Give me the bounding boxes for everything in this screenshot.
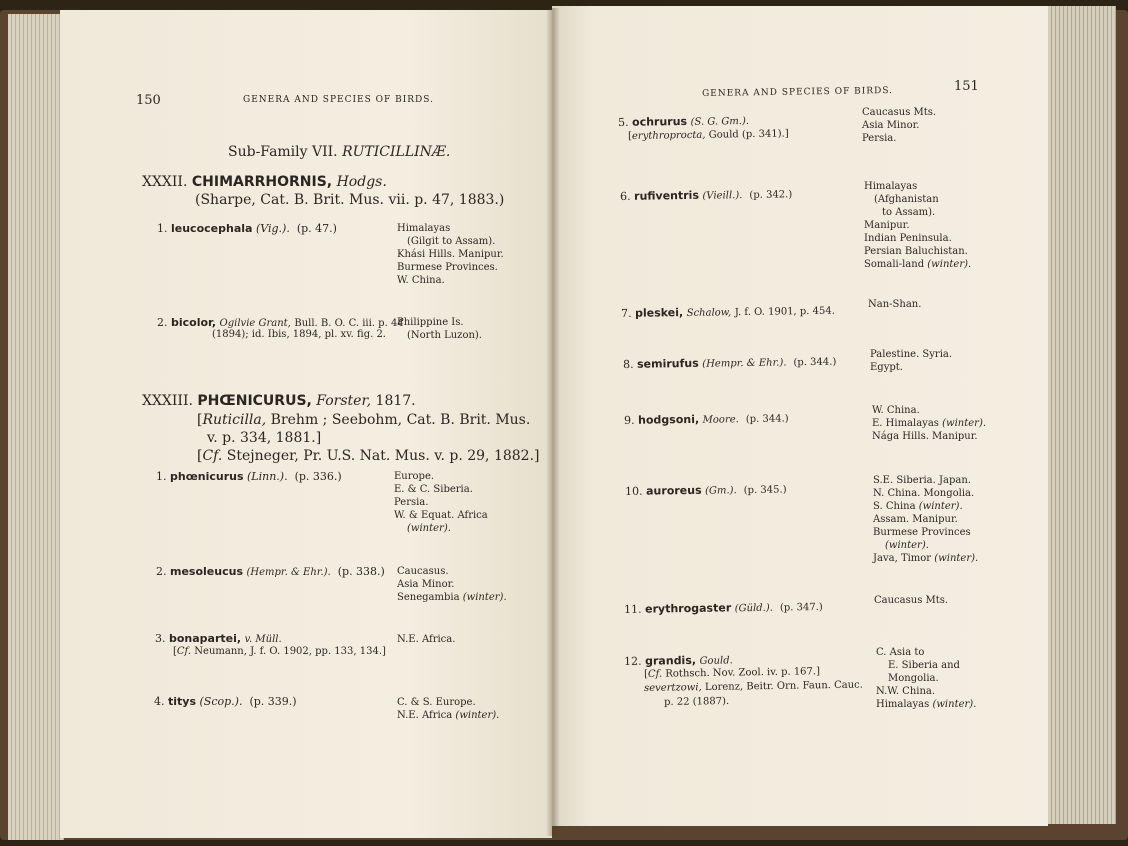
distribution-line: E. Siberia and: [888, 660, 960, 671]
species-reference: severtzowi, Lorenz, Beitr. Orn. Faun. Cauc.: [643, 679, 864, 694]
distribution-line: S.E. Siberia. Japan.: [873, 475, 971, 486]
running-head: GENERA AND SPECIES OF BIRDS.: [243, 95, 434, 105]
species-reference: [Cf. Neumann, J. f. O. 1902, pp. 133, 134.]: [173, 646, 386, 657]
page-number: 150: [136, 93, 161, 108]
species-entry: 9. hodgsoni, Moore. (p. 344.): [623, 412, 789, 427]
distribution-line: Nan-Shan.: [868, 299, 922, 310]
book-gutter: [546, 8, 560, 836]
distribution-line: Manipur.: [864, 220, 910, 231]
distribution-line: Khási Hills. Manipur.: [397, 249, 504, 260]
distribution-line: (Gilgit to Assam).: [407, 236, 496, 247]
genus-heading-phoenicurus: XXXIII. PHŒNICURUS, Forster, 1817.: [142, 393, 416, 409]
distribution-line: Europe.: [394, 471, 435, 482]
subfamily-heading: Sub-Family VII. RUTICILLINÆ.: [228, 144, 451, 160]
species-entry: 2. mesoleucus (Hempr. & Ehr.). (p. 338.): [156, 565, 385, 578]
distribution-line: (North Luzon).: [407, 330, 482, 341]
distribution-line: Java, Timor (winter).: [873, 553, 979, 564]
species-entry: 6. rufiventris (Vieill.). (p. 342.): [619, 188, 793, 203]
left-page: [60, 10, 552, 838]
species-entry: 7. pleskei, Schalow, J. f. O. 1901, p. 454.: [620, 305, 835, 320]
species-entry: 12. grandis, Gould.: [623, 653, 733, 668]
distribution-line: Burmese Provinces.: [397, 262, 498, 273]
distribution-line: Nága Hills. Manipur.: [872, 431, 978, 442]
distribution-line: Persia.: [862, 133, 897, 144]
genus-reference: (Sharpe, Cat. B. Brit. Mus. vii. p. 47, 1883.): [195, 192, 505, 208]
species-entry: 1. leucocephala (Vig.). (p. 47.): [157, 222, 337, 235]
genus-reference: [Cf. Stejneger, Pr. U.S. Nat. Mus. v. p. 29, 1882.]: [197, 448, 540, 464]
right-page: [552, 6, 1048, 826]
species-entry: 10. auroreus (Gm.). (p. 345.): [624, 483, 787, 498]
distribution-line: Mongolia.: [888, 673, 939, 684]
page-number: 151: [954, 79, 979, 94]
distribution-line: to Assam).: [882, 207, 936, 218]
distribution-line: Indian Peninsula.: [864, 233, 952, 244]
distribution-line: E. Himalayas (winter).: [872, 418, 987, 429]
distribution-line: Persia.: [394, 497, 429, 508]
distribution-line: Egypt.: [870, 362, 903, 373]
distribution-line: N.W. China.: [876, 686, 936, 697]
running-head: GENERA AND SPECIES OF BIRDS.: [701, 86, 894, 99]
distribution-line: Somali-land (winter).: [864, 259, 972, 270]
distribution-line: W. & Equat. Africa: [394, 510, 488, 521]
distribution-line: W. China.: [872, 405, 920, 416]
distribution-line: (winter).: [885, 540, 929, 551]
distribution-line: E. & C. Siberia.: [394, 484, 473, 495]
species-entry: 5. ochrurus (S. G. Gm.).: [617, 114, 750, 129]
species-reference: [Cf. Rothsch. Nov. Zool. iv. p. 167.]: [643, 666, 821, 680]
distribution-line: Asia Minor.: [397, 579, 455, 590]
left-page-edges: [8, 14, 64, 840]
species-entry: 8. semirufus (Hempr. & Ehr.). (p. 344.): [622, 356, 837, 371]
distribution-line: Himalayas (winter).: [876, 699, 977, 710]
distribution-line: N.E. Africa.: [397, 634, 456, 645]
distribution-line: N. China. Mongolia.: [873, 488, 975, 499]
distribution-line: Caucasus Mts.: [874, 595, 949, 606]
distribution-line: C. & S. Europe.: [397, 697, 476, 708]
genus-reference: [Ruticilla, Brehm ; Seebohm, Cat. B. Brit. Mus.: [197, 412, 531, 428]
distribution-line: Caucasus Mts.: [862, 107, 937, 118]
genus-reference: v. p. 334, 1881.]: [207, 430, 322, 446]
species-entry: 11. erythrogaster (Güld.). (p. 347.): [623, 601, 823, 616]
distribution-line: Palestine. Syria.: [870, 349, 953, 360]
distribution-line: Asia Minor.: [862, 120, 920, 131]
distribution-line: C. Asia to: [876, 647, 925, 658]
distribution-line: Burmese Provinces: [873, 527, 971, 538]
species-reference: p. 22 (1887).: [663, 695, 730, 708]
distribution-line: Persian Baluchistan.: [864, 246, 968, 257]
genus-heading-chimarrhornis: XXXII. CHIMARRHORNIS, Hodgs.: [142, 174, 387, 190]
species-reference: [erythroprocta, Gould (p. 341).]: [627, 128, 789, 142]
species-entry: 1. phœnicurus (Linn.). (p. 336.): [156, 470, 342, 483]
distribution-line: S. China (winter).: [873, 501, 963, 512]
distribution-line: Caucasus.: [397, 566, 449, 577]
species-reference: (1894); id. Ibis, 1894, pl. xv. fig. 2.: [212, 329, 386, 340]
distribution-line: Senegambia (winter).: [397, 592, 507, 603]
distribution-line: Himalayas: [864, 181, 918, 192]
distribution-line: N.E. Africa (winter).: [397, 710, 500, 721]
species-entry: 2. bicolor, Ogilvie Grant, Bull. B. O. C. iii. p. 44: [157, 316, 404, 329]
species-entry: 4. titys (Scop.). (p. 339.): [154, 695, 297, 708]
right-page-edges: [1040, 6, 1116, 824]
distribution-line: W. China.: [397, 275, 445, 286]
distribution-line: (winter).: [407, 523, 451, 534]
distribution-line: (Afghanistan: [874, 194, 939, 205]
distribution-line: Himalayas: [397, 223, 451, 234]
species-entry: 3. bonapartei, v. Müll.: [155, 632, 282, 645]
distribution-line: Assam. Manipur.: [873, 514, 958, 525]
distribution-line: Philippine Is.: [397, 317, 464, 328]
